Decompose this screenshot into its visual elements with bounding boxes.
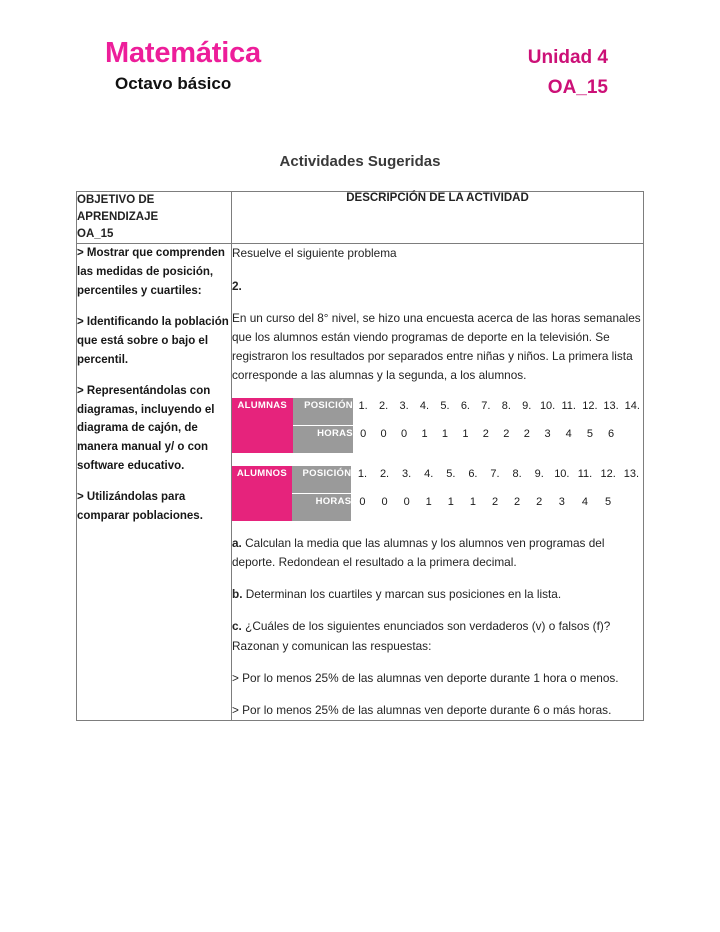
alumnos-hours-row	[232, 494, 643, 522]
question-label: b.	[232, 587, 243, 602]
alumnas-group-label: ALUMNAS	[232, 398, 293, 453]
alumnos-position-cell: 3.	[396, 466, 418, 494]
alumnas-position-cell: 2.	[373, 398, 393, 426]
alumnas-position-cell: 5.	[435, 398, 455, 426]
alumnas-position-cell: 7.	[476, 398, 496, 426]
alumnos-hours-cell: 0	[396, 494, 418, 522]
alumnas-position-cell: 11.	[558, 398, 579, 426]
alumnos-position-cell: 13.	[620, 466, 643, 494]
objective-item: > Representándolas con diagramas, incluyendo el diagrama de cajón, de manera manual y/ o con software educativo.	[77, 385, 215, 472]
alumnos-position-cell: 1.	[351, 466, 373, 494]
alumnas-hours-label: HORAS	[293, 426, 353, 454]
table-header-row	[77, 191, 644, 244]
alumnos-hours-cell: 1	[462, 494, 484, 522]
alumnos-position-cell: 12.	[597, 466, 620, 494]
alumnas-hours-cell: 5	[579, 426, 600, 454]
question-text: Calculan la media que las alumnas y los alumnos ven programas del deporte. Redondean el resultado a la primera decimal.	[232, 536, 605, 570]
alumnos-position-cell: 2.	[373, 466, 395, 494]
alumnos-hours-cell	[620, 494, 643, 522]
alumnos-position-row	[232, 466, 643, 494]
alumnas-position-cell: 1.	[353, 398, 373, 426]
alumnas-hours-cell: 3	[537, 426, 558, 454]
alumnas-hours-cell	[622, 426, 643, 454]
question-label: c.	[232, 619, 242, 634]
unit-oa-code: OA_15	[547, 76, 608, 98]
alumnas-position-cell: 8.	[496, 398, 516, 426]
alumnas-hours-cell: 6	[600, 426, 621, 454]
alumnos-position-cell: 4.	[418, 466, 440, 494]
header-objective-line2: APRENDIZAJE	[77, 210, 159, 223]
alumnos-hours-label: HORAS	[292, 494, 352, 522]
page-header	[0, 0, 720, 99]
problem-statement: En un curso del 8° nivel, se hizo una encuesta acerca de las horas semanales que los alumnos están viendo programas de deporte en la televisión. Se registraron los resultados por separados entre niñas y niños. La primera lista corresponde a las alumnas y la segunda, a los alumnos.	[232, 310, 641, 382]
alumnas-position-cell: 14.	[622, 398, 643, 426]
header-objective	[77, 191, 232, 244]
subject-title: Matemática	[105, 37, 261, 69]
subject-block	[105, 38, 261, 93]
alumnos-hours-cell: 2	[506, 494, 528, 522]
alumnos-data-table	[232, 466, 643, 521]
objective-item: > Mostrar que comprenden las medidas de posición, percentiles y cuartiles:	[77, 247, 225, 297]
header-objective-line3: OA_15	[77, 228, 114, 241]
alumnas-position-cell: 13.	[600, 398, 621, 426]
question-label: a.	[232, 536, 242, 551]
alumnos-hours-cell: 3	[550, 494, 573, 522]
alumnas-hours-cell: 1	[414, 426, 434, 454]
question-item	[232, 585, 643, 604]
alumnos-position-cell: 8.	[506, 466, 528, 494]
alumnos-position-cell: 11.	[573, 466, 596, 494]
table-body-row	[77, 244, 644, 720]
alumnos-position-cell: 9.	[528, 466, 550, 494]
unit-block	[528, 38, 608, 99]
alumnas-position-cell: 12.	[579, 398, 600, 426]
statement-item: > Por lo menos 25% de las alumnas ven deporte durante 1 hora o menos.	[232, 670, 619, 685]
description-cell	[232, 244, 644, 720]
alumnos-hours-cell: 0	[373, 494, 395, 522]
alumnas-position-cell: 9.	[517, 398, 537, 426]
alumnas-hours-cell: 4	[558, 426, 579, 454]
alumnos-position-cell: 6.	[462, 466, 484, 494]
alumnos-hours-cell: 1	[418, 494, 440, 522]
question-item	[232, 617, 643, 655]
alumnas-position-cell: 6.	[455, 398, 475, 426]
alumnos-hours-cell: 4	[573, 494, 596, 522]
alumnas-hours-cell: 0	[353, 426, 373, 454]
statement-item: > Por lo menos 25% de las alumnas ven deporte durante 6 o más horas.	[232, 702, 612, 717]
subject-level: Octavo básico	[115, 74, 232, 94]
alumnas-hours-cell: 2	[476, 426, 496, 454]
unit-name: Unidad 4	[527, 47, 608, 68]
alumnos-position-cell: 5.	[440, 466, 462, 494]
alumnos-hours-cell: 5	[597, 494, 620, 522]
objective-item: > Identificando la población que está sobre o bajo el percentil.	[77, 316, 229, 366]
activity-table	[76, 191, 644, 721]
alumnas-hours-row	[232, 426, 643, 454]
alumnos-table-wrap	[232, 466, 643, 521]
alumnas-hours-cell: 1	[435, 426, 455, 454]
alumnas-position-label: POSICIÓN	[293, 398, 353, 426]
header-objective-line1: OBJETIVO DE	[77, 193, 155, 206]
alumnas-hours-cell: 0	[394, 426, 414, 454]
question-item	[232, 534, 643, 572]
question-text: ¿Cuáles de los siguientes enunciados son verdaderos (v) o falsos (f)? Razonan y comunican las respuestas:	[232, 619, 611, 653]
alumnos-hours-cell: 2	[484, 494, 506, 522]
description-item-number: 2.	[232, 278, 242, 293]
alumnos-hours-cell: 2	[528, 494, 550, 522]
alumnos-position-cell: 7.	[484, 466, 506, 494]
alumnos-position-cell: 10.	[550, 466, 573, 494]
alumnas-hours-cell: 0	[373, 426, 393, 454]
alumnos-hours-cell: 1	[440, 494, 462, 522]
alumnas-hours-cell: 2	[517, 426, 537, 454]
alumnas-position-cell: 3.	[394, 398, 414, 426]
alumnos-position-label: POSICIÓN	[292, 466, 352, 494]
section-title: Actividades Sugeridas	[279, 152, 441, 170]
question-text: Determinan los cuartiles y marcan sus posiciones en la lista.	[242, 587, 562, 602]
alumnas-position-cell: 4.	[414, 398, 434, 426]
description-intro: Resuelve el siguiente problema	[232, 246, 397, 261]
objective-item: > Utilizándolas para comparar poblaciones.	[77, 491, 203, 522]
alumnas-position-cell: 10.	[537, 398, 558, 426]
alumnas-table-wrap	[232, 398, 643, 453]
alumnas-hours-cell: 2	[496, 426, 516, 454]
objective-cell	[77, 244, 232, 720]
header-description: DESCRIPCIÓN DE LA ACTIVIDAD	[232, 191, 644, 244]
alumnas-hours-cell: 1	[455, 426, 475, 454]
alumnas-data-table	[232, 398, 643, 453]
alumnos-group-label: ALUMNOS	[232, 466, 292, 521]
alumnos-hours-cell: 0	[351, 494, 373, 522]
alumnas-position-row	[232, 398, 643, 426]
